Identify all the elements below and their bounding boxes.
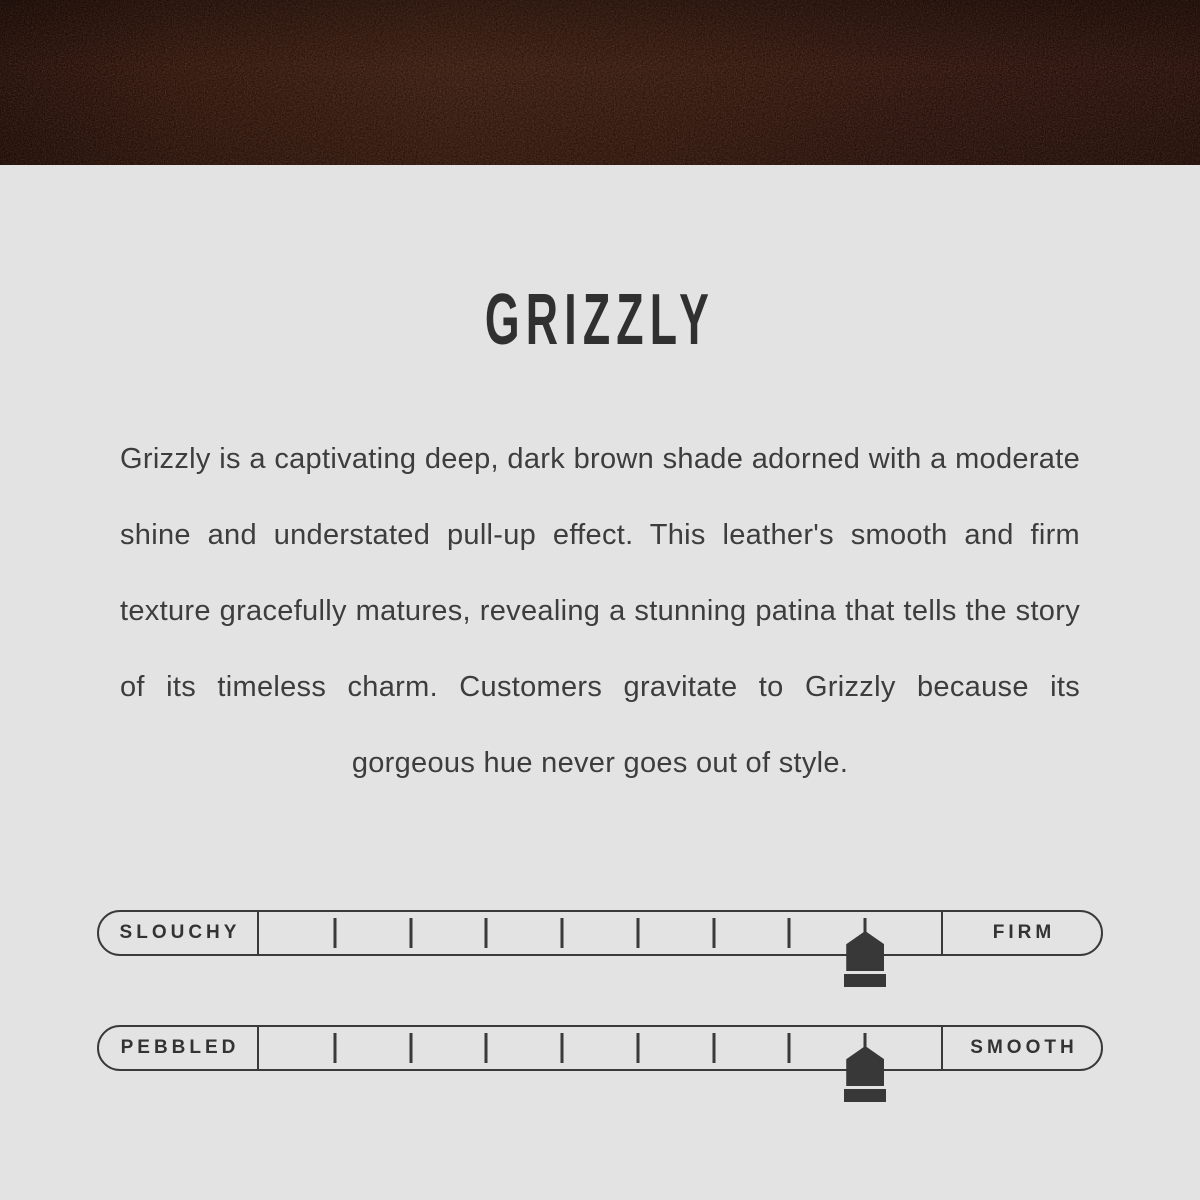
leather-texture-svg — [0, 0, 1200, 165]
tick-mark — [788, 918, 791, 948]
leather-attribute-scales — [97, 910, 1103, 1071]
tick-mark — [712, 1033, 715, 1063]
scale-right-label: SMOOTH — [941, 1027, 1101, 1069]
tick-mark — [333, 1033, 336, 1063]
tick-mark — [561, 918, 564, 948]
tick-mark — [561, 1033, 564, 1063]
page-title: GRIZZLY — [484, 280, 716, 360]
scale-right-label: FIRM — [941, 912, 1101, 954]
scale-track — [259, 912, 941, 954]
scale-track — [259, 1027, 941, 1069]
tick-mark — [409, 1033, 412, 1063]
marker-arrow-icon — [846, 931, 884, 971]
marker-base-bar — [844, 1089, 886, 1102]
marker-arrow-icon — [846, 1046, 884, 1086]
scale-left-label: PEBBLED — [99, 1027, 259, 1069]
tick-mark — [712, 918, 715, 948]
description-text: Grizzly is a captivating deep, dark brown shade adorned with a moderate shine and understated pull-up effect. This leather's smooth and firm texture gracefully matures, revealing a stunning patina that tells the story of its timeless charm. Customers gravitate to Grizzly because its gorgeous hue never goes out of style. — [120, 443, 1080, 779]
tick-mark — [636, 918, 639, 948]
scale-left-label: SLOUCHY — [99, 912, 259, 954]
texture-scale — [97, 1025, 1103, 1071]
tick-mark — [485, 1033, 488, 1063]
tick-mark — [485, 918, 488, 948]
tick-mark — [409, 918, 412, 948]
texture-value-marker — [844, 1046, 886, 1102]
firmness-value-marker — [844, 931, 886, 987]
tick-mark — [333, 918, 336, 948]
leather-texture-image — [0, 0, 1200, 165]
tick-mark — [636, 1033, 639, 1063]
marker-base-bar — [844, 974, 886, 987]
tick-mark — [788, 1033, 791, 1063]
firmness-scale — [97, 910, 1103, 956]
